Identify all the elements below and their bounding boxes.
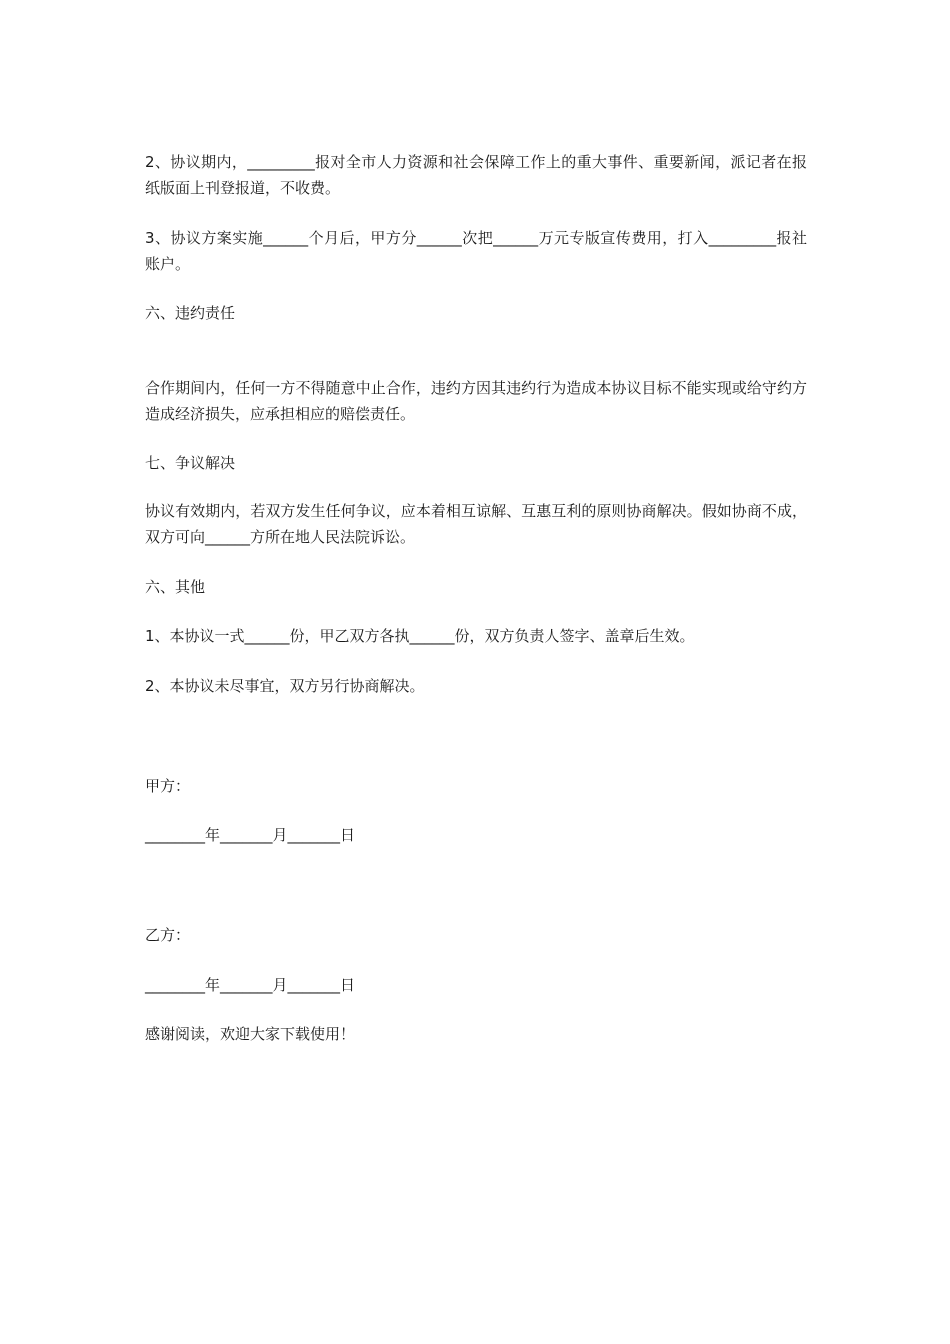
party-a-label: 甲方： [145, 777, 191, 795]
other-clause-1: 1、本协议一式______份，甲乙双方各执______份，双方负责人签字、盖章后生效。 [145, 627, 695, 645]
party-b-date-line: ________年_______月_______日 [145, 976, 356, 994]
dispute-resolution-paragraph: 协议有效期内，若双方发生任何争议，应本着相互谅解、互惠互利的原则协商解决。假如协商不成，双方可向______方所在地人民法院诉讼。 [145, 502, 807, 546]
clause-2-news-coverage: 2、协议期内，_________报对全市人力资源和社会保障工作上的重大事件、重要新闻，派记者在报纸版面上刊登报道，不收费。 [145, 153, 807, 197]
other-clause-2: 2、本协议未尽事宜，双方另行协商解决。 [145, 677, 425, 695]
closing-thanks: 感谢阅读，欢迎大家下载使用！ [145, 1025, 356, 1043]
section-heading-other: 六、其他 [145, 578, 206, 596]
clause-3-payment: 3、协议方案实施______个月后，甲方分______次把______万元专版宣传费用，打入_________报社账户。 [145, 229, 807, 273]
section-heading-dispute-resolution: 七、争议解决 [145, 454, 236, 472]
party-a-date-line: ________年_______月_______日 [145, 826, 356, 844]
section-heading-breach-liability: 六、违约责任 [145, 304, 236, 322]
breach-liability-paragraph: 合作期间内，任何一方不得随意中止合作，违约方因其违约行为造成本协议目标不能实现或给守约方造成经济损失，应承担相应的赔偿责任。 [145, 379, 807, 423]
party-b-label: 乙方： [145, 926, 191, 944]
